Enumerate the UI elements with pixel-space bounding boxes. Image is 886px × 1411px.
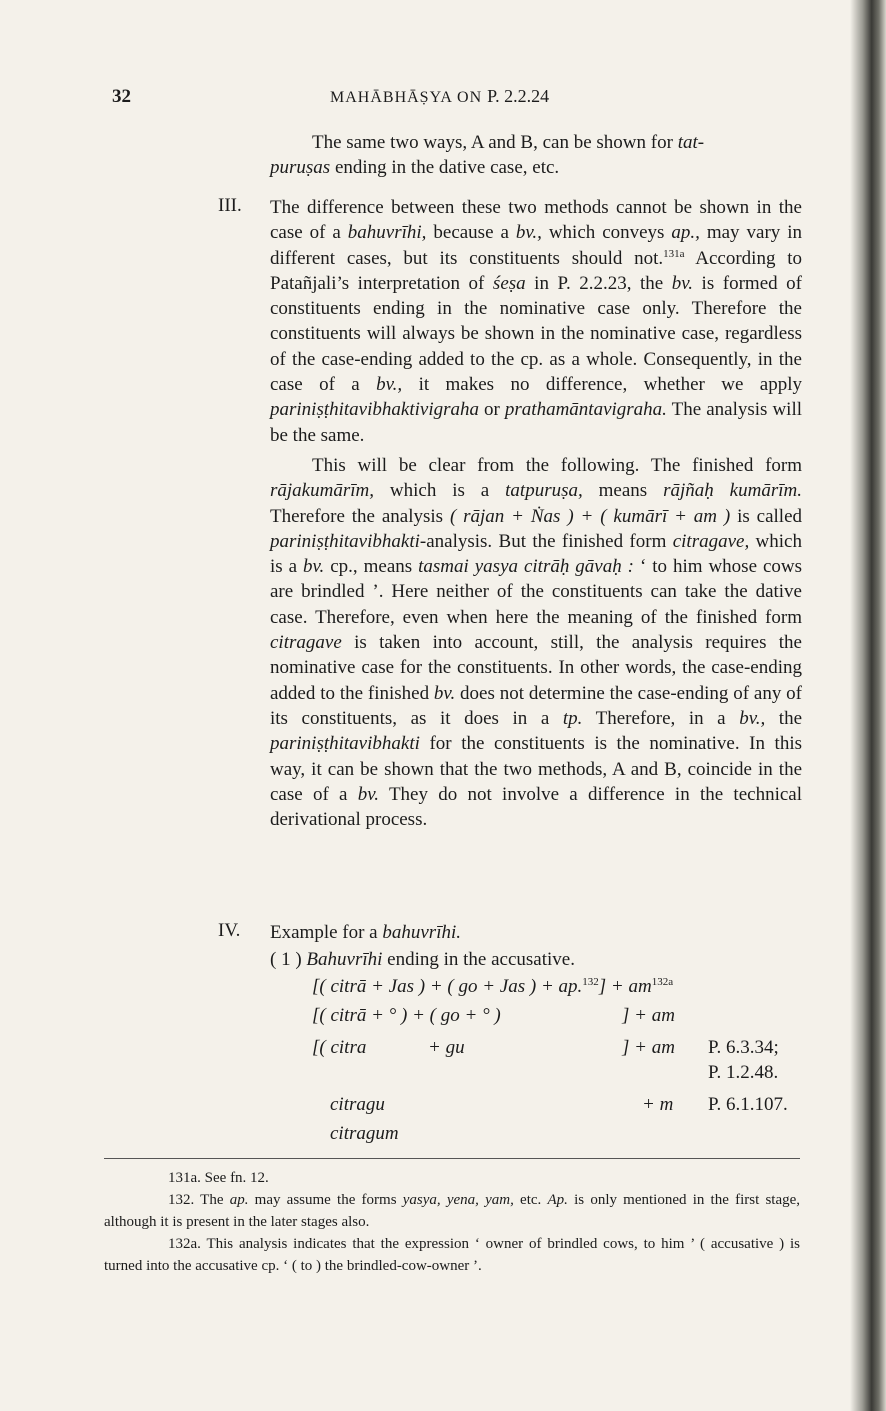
section-4-marker: IV. xyxy=(218,920,241,941)
footnote-ref-131a: 131a xyxy=(663,247,685,260)
footnote-separator xyxy=(104,1158,800,1159)
example-1-heading: ( 1 ) Bahuvrīhi ending in the accusative. xyxy=(270,949,575,970)
derivation-row-2: [( citrā + ° ) + ( go + ° ) xyxy=(312,1005,501,1026)
footnote-131a: 131a. See fn. 12. xyxy=(168,1170,269,1186)
derivation-row-4-tail: + m xyxy=(642,1094,674,1115)
section-4-title: Example for a bahuvrīhi. xyxy=(270,922,462,943)
derivation-result: citragum xyxy=(330,1123,399,1144)
rule-ref-3: P. 6.1.107. xyxy=(708,1094,788,1115)
running-title: MAHĀBHĀṢYA ON P. 2.2.24 xyxy=(330,86,550,106)
derivation-row-2-tail: ] + am xyxy=(622,1005,675,1026)
section-3-paragraph-1: The difference between these two methods cannot be shown in the case of a bahuvrīhi, because a bv., which conveys ap., may vary in different cases, but its constituents should not.$^{131a}$ According to Patañjali’s interpretation of śeṣa in P. 2.2.23, the bv. is formed of constituents ending in the nominative case only. Therefore the constituents will always be shown in the nominative case, regardless of the case-ending added to the cp. as a whole. Consequently, in the case of a bv., it makes no difference, whether we apply pariniṣṭhitavibhaktivigraha or prathamāntavigraha. The analysis will be the same. xyxy=(270,197,803,446)
derivation-row-1: [( citrā + Jas ) + ( go + Jas ) + $ap.^{132}] + am^{132a}$ xyxy=(312,976,674,997)
book-spine-shadow xyxy=(850,0,886,1411)
rule-ref-1: P. 6.3.34; xyxy=(708,1037,779,1058)
intro-line-2: puruṣas ending in the dative case, etc. xyxy=(270,157,560,178)
rule-ref-2: P. 1.2.48. xyxy=(708,1062,779,1083)
footnote-132: 132. The ap. may assume the forms yasya, yena, yam, etc. Ap. is only mentioned in the first stage, although it is present in the later stages also. xyxy=(104,1192,801,1230)
derivation-row-4: citragu xyxy=(330,1094,385,1115)
footnotes xyxy=(104,1167,800,1277)
page-number: 32 xyxy=(112,86,131,107)
section-3-paragraph-2: This will be clear from the following. The finished form rājakumārīm, which is a tatpuruṣa, means rājñaḥ kumārīm. Therefore the analysis ( rājan + Ṅas ) + ( kumārī + am ) is called pariniṣṭhitavibhakti-analysis. But the finished form citragave, which is a bv. cp., means tasmai yasya citrāḥ gāvaḥ : ‘ to him whose cows are brindled ’. Here neither of the constituents can take the dative case. Therefore, even when here the meaning of the finished form citragave is taken into account, still, the analysis requires the nominative case for the constituents. In other words, the case-ending added to the finished bv. does not determine the case-ending of any of its constituents, as it does in a tp. Therefore, in a bv., the pariniṣṭhitavibhakti for the constituents is the nominative. In this way, it can be shown that the two methods, A and B, coincide in the case of a bv. They do not involve a difference in the technical derivational process. xyxy=(270,454,803,831)
derivation-row-3-tail: ] + am xyxy=(622,1037,675,1058)
derivation-row-3-mid: + gu xyxy=(428,1037,465,1058)
intro-line-1: The same two ways, A and B, can be shown for tat- xyxy=(312,132,705,153)
page-header xyxy=(112,86,592,114)
derivation-row-3: [( citra xyxy=(312,1037,367,1058)
section-3-body xyxy=(270,195,802,832)
section-3-marker: III. xyxy=(218,195,242,216)
footnote-132a: 132a. This analysis indicates that the expression ‘ owner of brindled cows, to him ’ ( accusative ) is turned into the accusative cp. ‘ ( to ) the brindled-cow-owner ’. xyxy=(104,1236,800,1274)
